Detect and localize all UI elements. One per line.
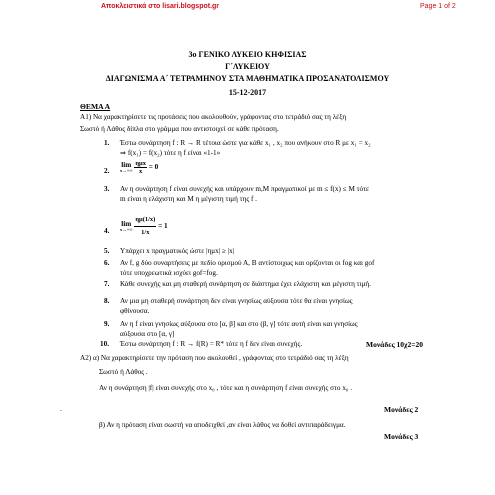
a2-part-b: β) Αν η πρόταση είναι σωστή να αποδειχθεί ,αν είναι λάθος να δοθεί αντιπαράδειγμα. <box>99 421 346 429</box>
a1-intro: Α1) Να χαρακτηρίσετε τις προτάσεις που ακολουθούν, γράφοντας στο τετράδιό σας τη λέξη <box>80 113 347 121</box>
item-text: Αν μια μη σταθερή συνάρτηση δεν είναι γνησίως αύξουσα τότε θα είναι γνησίως <box>120 297 353 305</box>
a2-intro: Α2) α) Να χαρακτηρίσετε την πρόταση που ακολουθεί , γράφοντας στο τετράδιό σας τη λέξη <box>80 354 349 362</box>
section-heading: ΘΕΜΑ Α <box>80 102 111 111</box>
item-text: Έστω συνάρτηση f : R → R τέτοια ώστε για κάθε x₁ , x₂ που ανήκουν στο R με x₁ = x₂ <box>120 139 371 147</box>
item-text: Αν η f είναι γνησίως αύξουσα στο [α, β] και στο (β, γ] τότε αυτή είναι και γνησίως <box>120 320 358 328</box>
item-number: 5. <box>104 247 110 255</box>
item-text: m είναι η ελάχιστη και Μ η μέγιστη τιμή της f . <box>120 195 257 203</box>
lim-sub: x→+∞ <box>120 226 133 232</box>
denominator: x <box>139 168 143 175</box>
item-number: 8. <box>104 297 110 305</box>
lim-label: lim <box>121 160 132 169</box>
limit-value: = 0 <box>148 163 159 172</box>
lim-label: lim <box>121 219 132 228</box>
item-number: 1. <box>104 139 110 147</box>
item-number: 2. <box>104 167 110 175</box>
a1-marks: Μονάδες 10χ2=20 <box>366 340 423 349</box>
class-title: Γ΄ΛΥΚΕΙΟΥ <box>225 62 270 71</box>
stray-dot: . <box>60 405 62 413</box>
limit-value: = 1 <box>158 222 168 231</box>
numerator: ημ(1/x) <box>134 214 156 227</box>
lim-symbol <box>120 221 133 233</box>
item-number: 4. <box>104 227 110 235</box>
item-text: Κάθε συνεχής και μη σταθερή συνάρτηση σε διάστημα έχει ελάχιστη και μέγιστη τιμή. <box>120 280 371 288</box>
source-header[interactable]: Αποκλειστικά στο lisari.blogspot.gr <box>100 3 220 10</box>
numerator: ημx <box>135 160 146 167</box>
a2-marks-b: Μονάδες 3 <box>384 432 419 441</box>
fraction <box>134 214 156 239</box>
limit-expression <box>120 160 158 175</box>
item-text: Υπάρχει x πραγματικός ώστε |ημx| ≥ |x| <box>120 247 235 255</box>
item-number: 10. <box>100 340 109 348</box>
item-number: 9. <box>104 320 110 328</box>
item-number: 6. <box>104 259 110 267</box>
item-text: αύξουσα στο [α, γ] <box>120 330 175 338</box>
school-title: 3ο ΓΕΝΙΚΟ ΛΥΚΕΙΟ ΚΗΦΙΣΙΑΣ <box>188 50 307 59</box>
exam-date: 15-12-2017 <box>228 88 267 97</box>
lim-sub: x→+∞ <box>120 167 133 173</box>
item-text: τότε υποχρεωτικά ισχύει gof=fog. <box>120 269 218 277</box>
a2-marks-a: Μονάδες 2 <box>384 405 419 414</box>
lim-symbol <box>120 162 133 174</box>
a2-statement: Αν η συνάρτηση |f| είναι συνεχής στο x₀ , τότε και η συνάρτηση f είναι συνεχής στο x₀ . <box>99 384 353 392</box>
page-number: Page 1 of 2 <box>420 3 456 10</box>
limit-expression <box>120 214 168 239</box>
a1-intro-2: Σωστό ή Λάθος δίπλα στο γράμμα που αντιστοιχεί σε κάθε πρόταση. <box>80 125 279 133</box>
item-number: 3. <box>104 185 110 193</box>
item-text: ⇒ f(x₁) = f(x₂) τότε η f είναι «1-1» <box>120 149 221 157</box>
exam-title: ΔΙΑΓΩΝΙΣΜΑ Α΄ ΤΕΤΡΑΜΗΝΟΥ ΣΤΑ ΜΑΘΗΜΑΤΙΚΑ ΠΡΟΣΑΝΑΤΟΛΙΣΜΟΥ <box>105 74 390 83</box>
item-text: Αν f, g δύο συναρτήσεις με πεδίο ορισμού Α, Β αντίστοιχως και ορίζονται οι fog και gof <box>120 259 375 267</box>
fraction <box>134 160 147 175</box>
item-text: Αν η συνάρτηση f είναι συνεχής και υπάρχουν m,M πραγματικοί με m ≤ f(x) ≤ M τότε <box>120 185 370 193</box>
denominator: 1/x <box>141 229 150 236</box>
a2-intro-2: Σωστό ή Λάθος . <box>99 368 148 376</box>
item-number: 7. <box>104 280 110 288</box>
item-text: φθίνουσα. <box>120 307 150 315</box>
item-text: Έστω συνάρτηση f : R → f(R) = R* τότε η f δεν είναι συνεχής. <box>120 340 303 348</box>
